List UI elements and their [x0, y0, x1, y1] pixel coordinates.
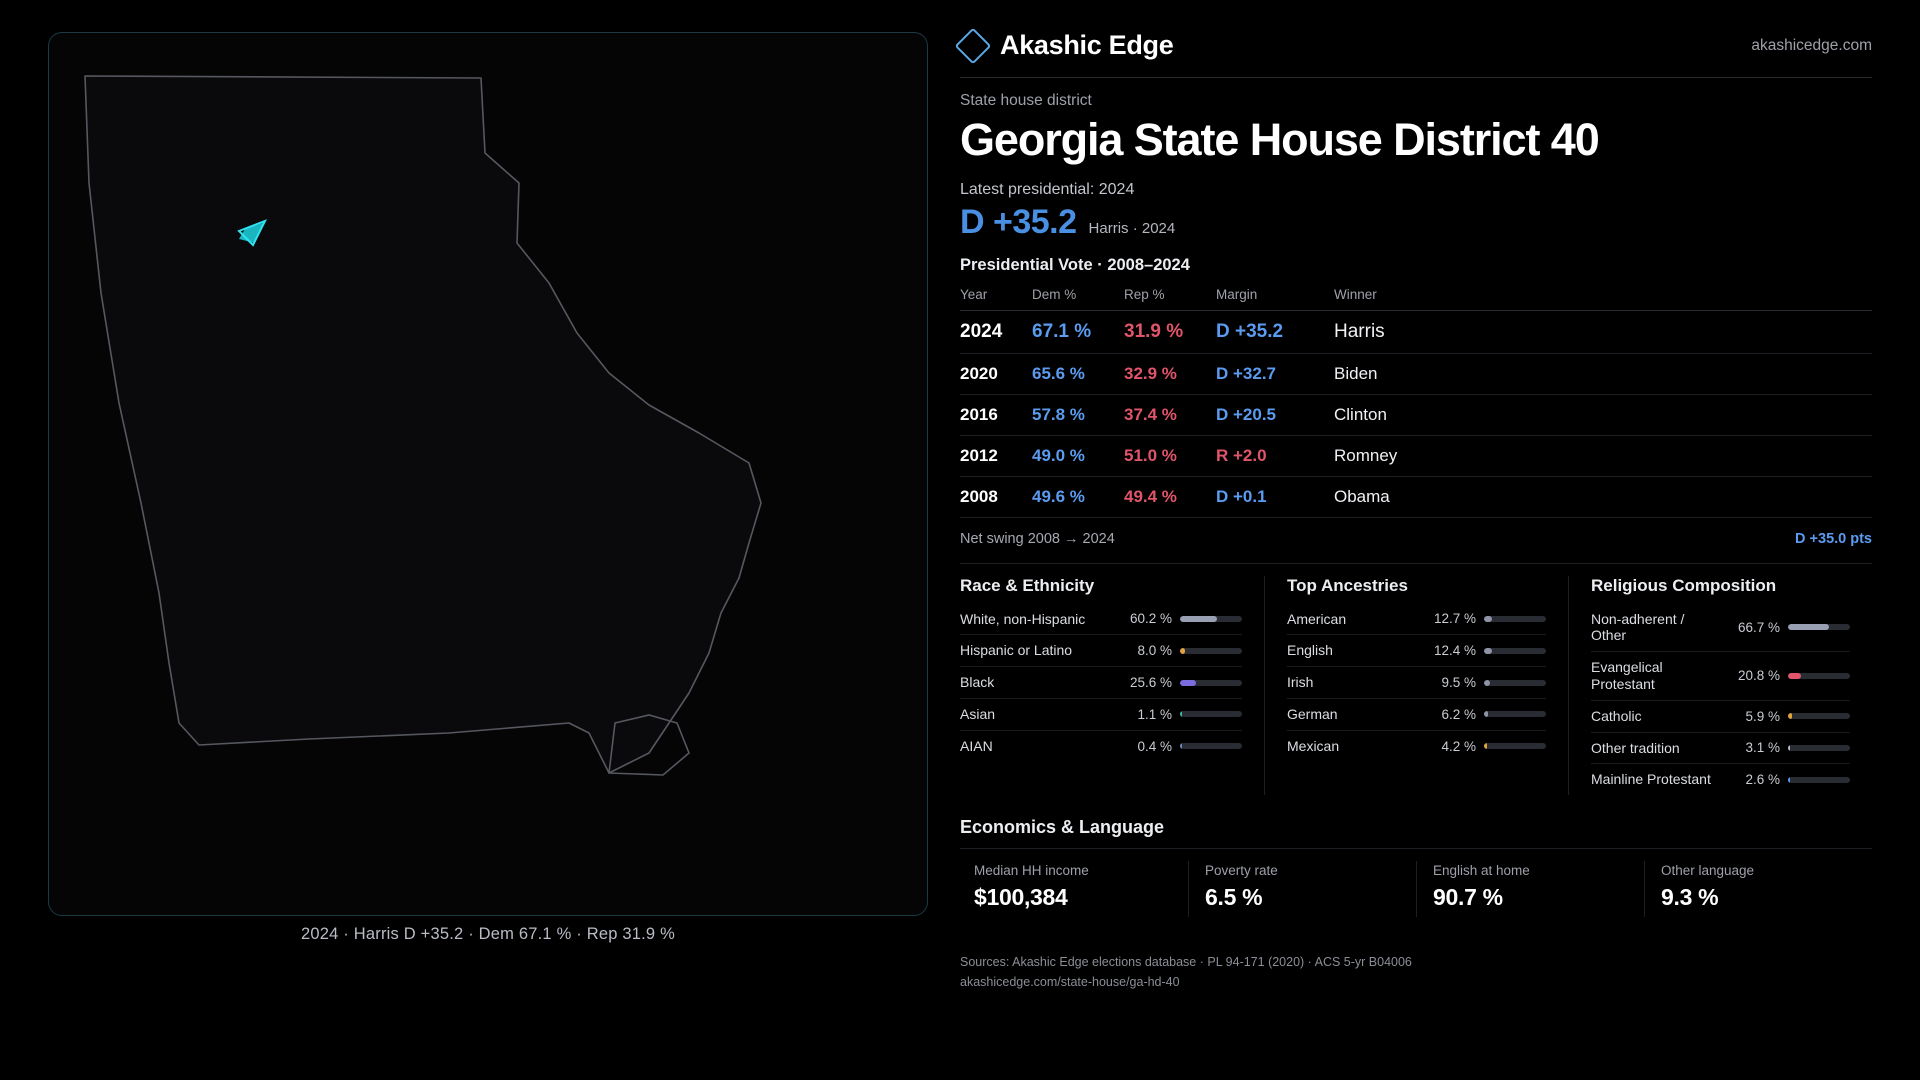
item-bar — [1788, 673, 1850, 679]
margin-subtext: Harris · 2024 — [1088, 219, 1176, 237]
item-label: American — [1287, 610, 1347, 627]
list-item — [960, 604, 1242, 636]
item-value: 60.2 % — [1129, 611, 1172, 627]
breadcrumb: State house district — [960, 92, 1092, 109]
religion-column — [1568, 576, 1872, 796]
stat-value: 6.5 % — [1205, 884, 1263, 911]
item-value: 5.9 % — [1745, 708, 1780, 724]
cell-winner: Clinton — [1334, 394, 1872, 435]
col-dem: Dem % — [1032, 283, 1124, 311]
cell-year: 2008 — [960, 476, 1032, 517]
item-value: 12.4 % — [1433, 643, 1476, 659]
item-bar — [1484, 680, 1546, 686]
cell-winner: Obama — [1334, 476, 1872, 517]
cell-winner: Harris — [1334, 310, 1872, 353]
item-label: Hispanic or Latino — [960, 642, 1073, 659]
stat-value: 90.7 % — [1433, 884, 1503, 911]
cell-margin: D +20.5 — [1216, 394, 1334, 435]
brand-url[interactable]: akashicedge.com — [1751, 36, 1872, 54]
list-item — [1591, 701, 1850, 733]
table-row — [960, 353, 1872, 394]
cell-dem: 65.6 % — [1032, 353, 1124, 394]
cell-winner: Romney — [1334, 435, 1872, 476]
item-value: 4.2 % — [1441, 738, 1476, 754]
item-bar — [1484, 648, 1546, 654]
list-item — [1591, 764, 1850, 795]
item-label: Black — [960, 674, 995, 691]
demographics-columns — [960, 563, 1872, 796]
cell-year: 2012 — [960, 435, 1032, 476]
net-swing-label: Net swing 2008 → 2024 — [960, 530, 1115, 547]
georgia-outline-svg — [49, 33, 928, 916]
table-header-row — [960, 283, 1872, 311]
cell-rep: 49.4 % — [1124, 476, 1216, 517]
race-ethnicity-column — [960, 576, 1264, 796]
stat-label: Other language — [1661, 863, 1755, 879]
item-bar — [1788, 624, 1850, 630]
district-map[interactable] — [48, 32, 928, 916]
item-value: 8.0 % — [1137, 643, 1172, 659]
economics-title: Economics & Language — [960, 817, 1165, 838]
item-label: AIAN — [960, 737, 993, 754]
cell-year: 2024 — [960, 310, 1032, 353]
item-value: 20.8 % — [1737, 668, 1780, 684]
list-item — [1591, 733, 1850, 765]
cell-margin: D +35.2 — [1216, 310, 1334, 353]
table-row — [960, 476, 1872, 517]
list-item — [960, 731, 1242, 762]
item-label: Mexican — [1287, 737, 1340, 754]
diamond-icon — [955, 27, 992, 64]
item-bar — [1788, 777, 1850, 783]
cell-rep: 51.0 % — [1124, 435, 1216, 476]
item-label: Irish — [1287, 674, 1314, 691]
item-value: 9.5 % — [1441, 675, 1476, 691]
cell-margin: R +2.0 — [1216, 435, 1334, 476]
latest-presidential-label: Latest presidential: 2024 — [960, 180, 1135, 198]
stat-cell — [1188, 861, 1416, 917]
brand-left — [960, 30, 1173, 61]
col-rep: Rep % — [1124, 283, 1216, 311]
cell-rep: 32.9 % — [1124, 353, 1216, 394]
item-value: 1.1 % — [1137, 706, 1172, 722]
cell-dem: 57.8 % — [1032, 394, 1124, 435]
list-item — [960, 667, 1242, 699]
item-value: 6.2 % — [1441, 706, 1476, 722]
stat-label: Poverty rate — [1205, 863, 1278, 879]
col-winner: Winner — [1334, 283, 1872, 311]
sources-block — [960, 953, 1872, 992]
stat-label: Median HH income — [974, 863, 1089, 879]
list-item — [1287, 667, 1546, 699]
list-item — [960, 699, 1242, 731]
cell-margin: D +32.7 — [1216, 353, 1334, 394]
list-item — [1287, 731, 1546, 762]
item-bar — [1180, 711, 1242, 717]
item-bar — [1484, 711, 1546, 717]
item-bar — [1484, 616, 1546, 622]
table-row — [960, 310, 1872, 353]
item-label: English — [1287, 642, 1333, 659]
presidential-vote-table — [960, 283, 1872, 518]
cell-margin: D +0.1 — [1216, 476, 1334, 517]
item-value: 3.1 % — [1745, 740, 1780, 756]
item-bar — [1180, 616, 1242, 622]
item-bar — [1484, 743, 1546, 749]
item-bar — [1788, 713, 1850, 719]
permalink[interactable]: akashicedge.com/state-house/ga-hd-40 — [960, 974, 1180, 989]
list-item — [1287, 604, 1546, 636]
stat-value: $100,384 — [974, 884, 1068, 911]
margin-value: D +35.2 — [960, 202, 1077, 241]
col-margin: Margin — [1216, 283, 1334, 311]
ancestries-title: Top Ancestries — [1287, 575, 1408, 595]
table-row — [960, 394, 1872, 435]
item-label: Asian — [960, 705, 996, 722]
item-label: German — [1287, 705, 1338, 722]
map-caption: 2024 · Harris D +35.2 · Dem 67.1 % · Rep 31.9 % — [301, 925, 675, 943]
list-item — [1287, 635, 1546, 667]
brand-name: Akashic Edge — [1000, 30, 1174, 60]
item-value: 12.7 % — [1433, 611, 1476, 627]
cell-rep: 37.4 % — [1124, 394, 1216, 435]
cell-rep: 31.9 % — [1124, 310, 1216, 353]
list-item — [960, 635, 1242, 667]
item-label: Catholic — [1591, 707, 1642, 724]
sources-line: Sources: Akashic Edge elections database · PL 94-171 (2020) · ACS 5-yr B04006 — [960, 955, 1412, 970]
economics-grid — [960, 848, 1872, 917]
item-label: Other tradition — [1591, 739, 1680, 756]
cell-winner: Biden — [1334, 353, 1872, 394]
cell-year: 2016 — [960, 394, 1032, 435]
stat-label: English at home — [1433, 863, 1530, 879]
cell-dem: 67.1 % — [1032, 310, 1124, 353]
race-title: Race & Ethnicity — [960, 575, 1095, 595]
item-label: White, non-Hispanic — [960, 610, 1086, 627]
item-value: 25.6 % — [1129, 675, 1172, 691]
list-item — [1591, 652, 1850, 701]
stat-cell — [1644, 861, 1872, 917]
item-bar — [1180, 743, 1242, 749]
cell-dem: 49.0 % — [1032, 435, 1124, 476]
item-label: Non-adherent / Other — [1591, 610, 1685, 644]
item-value: 66.7 % — [1737, 619, 1780, 635]
table-row — [960, 435, 1872, 476]
votes-section-label: Presidential Vote · 2008–2024 — [960, 255, 1190, 274]
item-label: Mainline Protestant — [1591, 771, 1711, 788]
net-swing-value: D +35.0 pts — [1795, 530, 1872, 547]
brand-bar — [960, 30, 1872, 78]
stat-cell — [960, 861, 1188, 917]
cell-dem: 49.6 % — [1032, 476, 1124, 517]
net-swing — [960, 518, 1872, 563]
item-bar — [1180, 680, 1242, 686]
list-item — [1591, 604, 1850, 653]
item-value: 2.6 % — [1745, 772, 1780, 788]
item-bar — [1180, 648, 1242, 654]
item-label: Evangelical Protestant — [1591, 659, 1663, 692]
list-item — [1287, 699, 1546, 731]
stat-cell — [1416, 861, 1644, 917]
stat-value: 9.3 % — [1661, 884, 1719, 911]
page-title: Georgia State House District 40 — [960, 114, 1599, 165]
item-value: 0.4 % — [1137, 738, 1172, 754]
cell-year: 2020 — [960, 353, 1032, 394]
ancestries-column — [1264, 576, 1568, 796]
col-year: Year — [960, 283, 1032, 311]
item-bar — [1788, 745, 1850, 751]
religion-title: Religious Composition — [1591, 575, 1777, 595]
headline-margin — [960, 203, 1872, 242]
info-panel — [960, 0, 1920, 1080]
